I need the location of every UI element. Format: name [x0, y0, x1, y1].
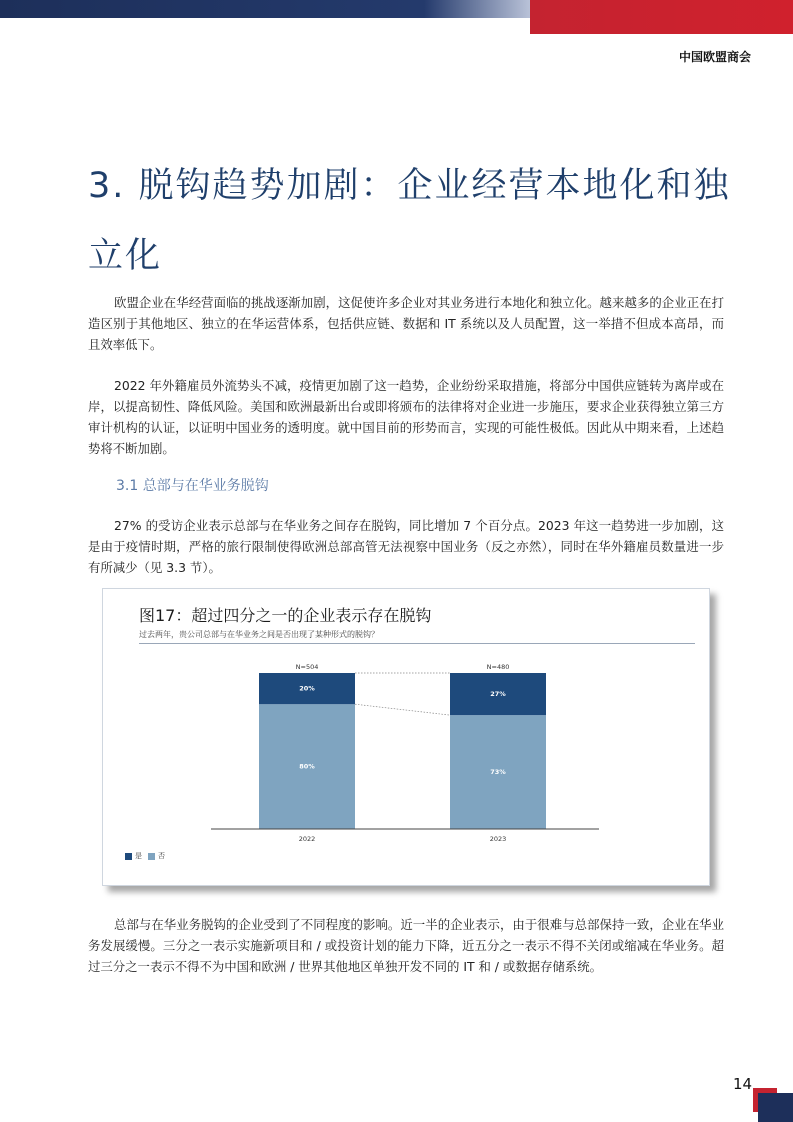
corner-blue-block: [758, 1093, 793, 1122]
banner-red-bar: [530, 0, 793, 34]
data-label: 80%: [299, 762, 315, 771]
connector-line: [355, 704, 450, 715]
figure-title: 图17：超过四分之一的企业表示存在脱钩: [139, 606, 432, 625]
legend-label: 否: [158, 852, 165, 860]
figure-17: [102, 588, 710, 886]
paragraph-3: 27% 的受访企业表示总部与在华业务之间存在脱钩，同比增加 7 个百分点。2023 年这一趋势进一步加剧，这是由于疫情时期，严格的旅行限制使得欧洲总部高管无法视察中国业务（反之亦然），同时在华外籍雇员数量进一步有所减少（见 3.3 节）。: [88, 518, 724, 575]
paragraph-2: 2022 年外籍雇员外流势头不减，疫情更加剧了这一趋势，企业纷纷采取措施，将部分中国供应链转为离岸或在岸，以提高韧性、降低风险。美国和欧洲最新出台或即将颁布的法律将对企业进一步施压，要求企业获得独立第三方审计机构的认证，以证明中国业务的透明度。就中国目前的形势而言，实现的可能性极低。因此从中期来看，上述趋势将不断加剧。: [88, 378, 724, 456]
page-number: 14: [733, 1075, 753, 1093]
n-label: N=480: [486, 663, 510, 671]
top-banner: [0, 0, 793, 34]
x-tick-label: 2022: [298, 835, 316, 843]
stacked-bar-chart: [103, 589, 709, 885]
figure-subtitle: 过去两年，贵公司总部与在华业务之间是否出现了某种形式的脱钩？: [139, 630, 379, 639]
data-label: 20%: [299, 684, 315, 693]
org-name: 中国欧盟商会: [678, 50, 751, 64]
legend-swatch: [148, 853, 155, 860]
legend-label: 是: [135, 852, 142, 860]
section-subheading: 3.1 总部与在华业务脱钩: [116, 478, 269, 494]
paragraph-1: 欧盟企业在华经营面临的挑战逐渐加剧，这促使许多企业对其业务进行本地化和独立化。越来越多的企业正在打造区别于其他地区、独立的在华运营体系，包括供应链、数据和 IT 系统以及人员配置，这一举措不但成本高昂，而且效率低下。: [88, 295, 724, 352]
banner-blue-bar: [0, 0, 530, 18]
data-label: 27%: [490, 690, 506, 699]
n-label: N=504: [295, 663, 319, 671]
chart-legend: [125, 851, 168, 861]
paragraph-4: 总部与在华业务脱钩的企业受到了不同程度的影响。近一半的企业表示，由于很难与总部保持一致，企业在华业务发展缓慢。三分之一表示实施新项目和 / 或投资计划的能力下降，近五分之一表示不得不关闭或缩减在华业务。超过三分之一表示不得不为中国和欧洲 / 世界其他地区单独开发不同的 IT 和 / 或数据存储系统。: [88, 917, 724, 974]
legend-swatch: [125, 853, 132, 860]
data-label: 73%: [490, 768, 506, 777]
x-tick-label: 2023: [489, 835, 507, 843]
page-title: 3. 脱钩趋势加剧：企业经营本地化和独立化: [88, 166, 731, 277]
